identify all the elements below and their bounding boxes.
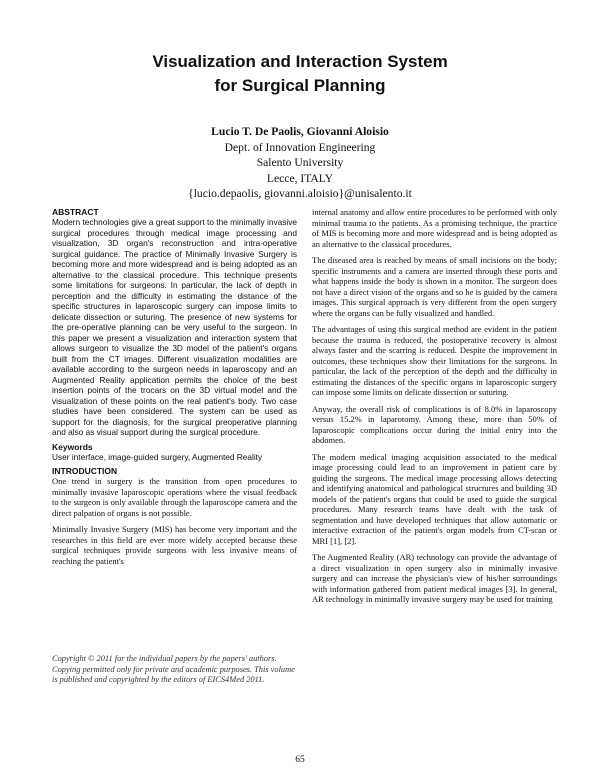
page-number: 65 — [295, 755, 305, 765]
introduction-paragraph: One trend in surgery is the transition from open procedures to minimally invasive laparoscopic operations where the visual feedback to the surgeon is only available through the laparoscope camera and the direct palpation of organs is not possible. — [52, 476, 297, 518]
paper-title-line-2: for Surgical Planning — [214, 76, 386, 95]
abstract-text: Modern technologies give a great support to the minimally invasive surgical procedures through medical image processing and visualization, 3D organ's reconstruction and intra-operative surgical guidance. The practice of Minimally Invasive Surgery is becoming more and more widespread and is being adopted as an alternative to the classical procedure. This technique presents some limitations for surgeons. In particular, the lack of depth in perception and the difficulty in estimating the distance of the specific structures in laparoscopic surgery can impose limits to delicate dissection or suturing. The presence of new systems for the pre-operative planning can be very useful to the surgeon. In this paper we present a visualization and interaction system that allows surgeon to visualize the 3D model of the patient's organs built from the CT images. Different visualization modalities are available according to the surgeon needs in laparoscopy and an Augmented Reality application permits the choice of the best insertion points of the trocars on the 3D virtual model and the visualization of these points on the real patient's body. Two case studies have been considered. The system can be used as support for the diagnosis, for the surgical preoperative planning and also as visual support during the surgical procedure. — [52, 217, 297, 437]
author-block — [0, 124, 600, 202]
author-department: Dept. of Innovation Engineering — [224, 140, 376, 154]
body-paragraph: The Augmented Reality (AR) technology can provide the advantage of a direct visualization in open surgery also in minimally invasive surgery and can increase the physician's view of his/her surroundings with information gathered from patient medical images [3]. In general, AR technology in minimally invasive surgery may be used for training — [312, 552, 557, 604]
introduction-heading: INTRODUCTION — [52, 466, 118, 476]
author-location: Lecce, ITALY — [266, 171, 334, 185]
body-paragraph: The modern medical imaging acquisition associated to the medical image processing could lead to an improvement in patient care by guiding the surgeons. The medical image processing allows detecting and identifying anatomical and pathological structures and building 3D models of the patient's organs that could be used to guide the surgical procedures. Many research teams have dealt with the task of segmentation and have developed techniques that allow automatic or interactive extraction of the patient's organ models from CT-scan or MRI [1], [2]. — [312, 451, 557, 546]
abstract-heading: ABSTRACT — [52, 207, 99, 217]
right-column — [312, 207, 557, 611]
author-university: Salento University — [256, 156, 344, 169]
keywords-text: User interface, image-guided surgery, Augmented Reality — [52, 451, 263, 462]
body-paragraph: Anyway, the overall risk of complications is of 8.0% in laparoscopy versus 15.2% in laparotomy. Among these, more than 50% of laparoscopic complications occur during the initial entry into the abdomen. — [312, 403, 557, 445]
paper-title-line-1: Visualization and Interaction System — [152, 52, 448, 71]
body-paragraph: The diseased area is reached by means of small incisions on the body; specific instruments and a camera are inserted through these ports and what happens inside the body is shown in a monitor. The surgeon does not have a direct vision of the organs and so he is guided by the camera images. This surgical approach is very different from the open surgery where the organs can be fully visualized and handled. — [312, 255, 557, 318]
introduction-paragraph: Minimally Invasive Surgery (MIS) has become very important and the researches in this field are ever more widely accepted because these surgical techniques provide surgeons with less invasive means of reaching the patient's — [52, 524, 297, 566]
copyright-notice: Copyright © 2011 for the individual papers by the papers' authors. Copying permitted only for private and academic purposes. This volume is published and copyrighted by the editors of EICS4Med 2011. — [52, 654, 295, 684]
body-paragraph: internal anatomy and allow entire procedures to be performed with only minimal trauma to the patients. As a promising technique, the practice of MIS is becoming more and more widespread and is being adopted as an alternative to the classical procedures. — [312, 207, 557, 249]
author-names: Lucio T. De Paolis, Giovanni Aloisio — [211, 125, 389, 138]
left-column — [52, 207, 297, 572]
body-paragraph: The advantages of using this surgical method are evident in the patient because the trauma is reduced, the postoperative recovery is almost always faster and the scarring is reduced. Despite the improvement in outcomes, these techniques show their limitations for the surgeons. In particular, the lack of the perception of the depth and the difficulty in estimating the distances of the specific organs in laparoscopic surgery can impose some limits on delicate dissection or suturing. — [312, 324, 557, 397]
author-emails: {lucio.depaolis, giovanni.aloisio}@unisalento.it — [188, 187, 412, 200]
keywords-heading: Keywords — [52, 441, 93, 452]
